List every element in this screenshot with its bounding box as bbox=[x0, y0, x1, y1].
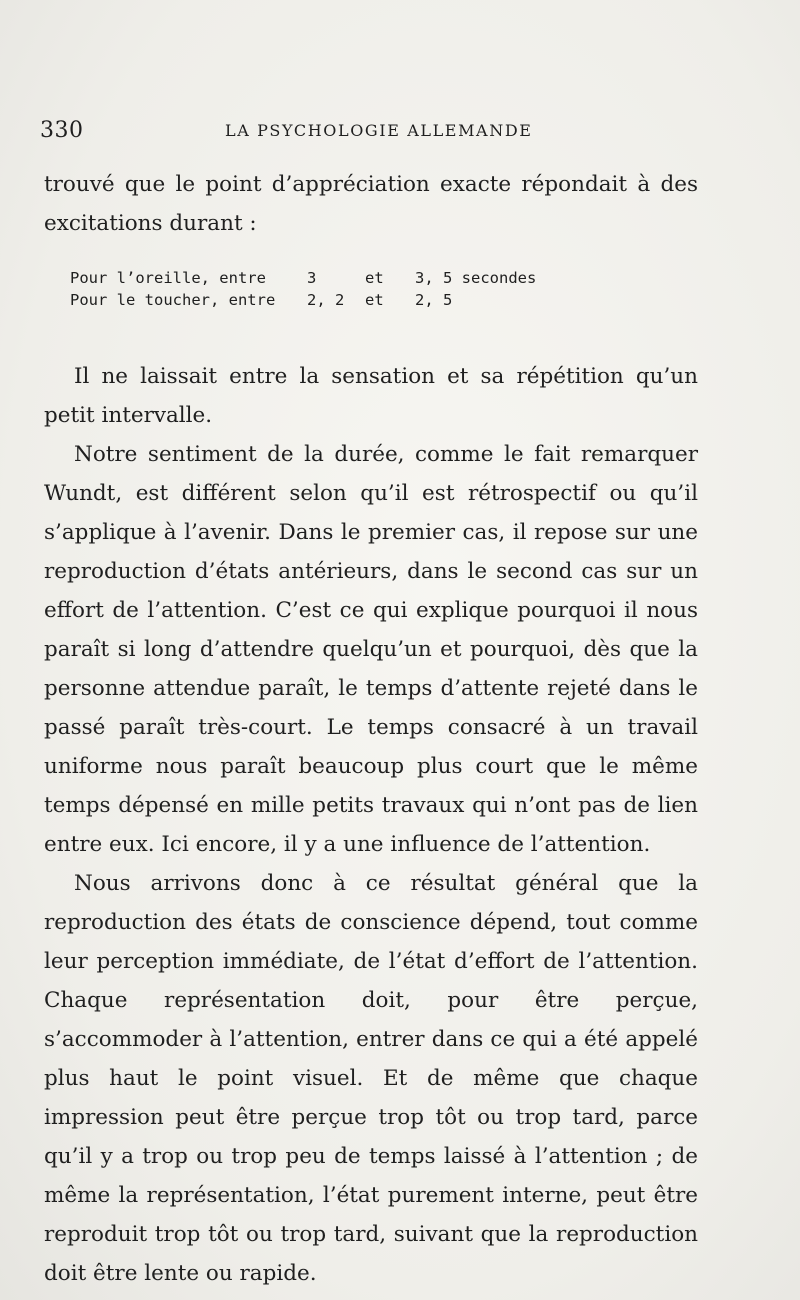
row-conj: et bbox=[365, 269, 384, 287]
table-row bbox=[70, 267, 630, 289]
intro-paragraph bbox=[44, 165, 698, 243]
row-unit: secondes bbox=[461, 269, 537, 287]
table-row bbox=[70, 289, 630, 311]
paragraph-2: Notre sentiment de la durée, comme le fait remarquer Wundt, est différent selon qu’il est rétrospectif ou qu’il s’applique à l’avenir. Dans le premier cas, il repose sur une reproduction d’états antérieurs, dans le second cas sur un effort de l’attention. C’est ce qui explique pourquoi il nous paraît si long d’attendre quelqu’un et pourquoi, dès que la personne attendue paraît, le temps d’attente rejeté dans le passé paraît très-court. Le temps consacré à un travail uniforme nous paraît beaucoup plus court que le même temps dépensé en mille petits travaux qui n’ont pas de lien entre eux. Ici encore, il y a une influence de l’attention. bbox=[44, 442, 698, 857]
row-from: 2, 2 bbox=[307, 291, 345, 309]
body-text bbox=[44, 357, 698, 1293]
row-from: 3 bbox=[307, 269, 317, 287]
measurement-table bbox=[70, 267, 630, 311]
running-title: LA PSYCHOLOGIE ALLEMANDE bbox=[225, 121, 533, 140]
paragraph-1: Il ne laissait entre la sensation et sa répétition qu’un petit intervalle. bbox=[44, 364, 698, 428]
paragraph-3: Nous arrivons donc à ce résultat général que la reproduction des états de conscience dépend, tout comme leur perception immédiate, de l’état d’effort de l’attention. Chaque représentation doit, pour être perçue, s’accommoder à l’attention, entrer dans ce qui a été appelé plus haut le point visuel. Et de même que chaque impression peut être perçue trop tôt ou trop tard, parce qu’il y a trop ou trop peu de temps laissé à l’attention ; de même la représentation, l’état purement interne, peut être reproduit trop tôt ou trop tard, suivant que la reproduction doit être lente ou rapide. bbox=[44, 871, 698, 1286]
row-to: 3, 5 bbox=[415, 269, 453, 287]
row-conj: et bbox=[365, 291, 384, 309]
page-number: 330 bbox=[40, 118, 84, 143]
intro-line-2: excitations durant : bbox=[44, 211, 257, 236]
row-label: Pour le toucher, entre bbox=[70, 291, 276, 309]
running-head bbox=[40, 118, 700, 148]
intro-line-1: trouvé que le point d’appréciation exacte répondait à des bbox=[44, 172, 698, 197]
row-to: 2, 5 bbox=[415, 291, 453, 309]
row-label: Pour l’oreille, entre bbox=[70, 269, 266, 287]
